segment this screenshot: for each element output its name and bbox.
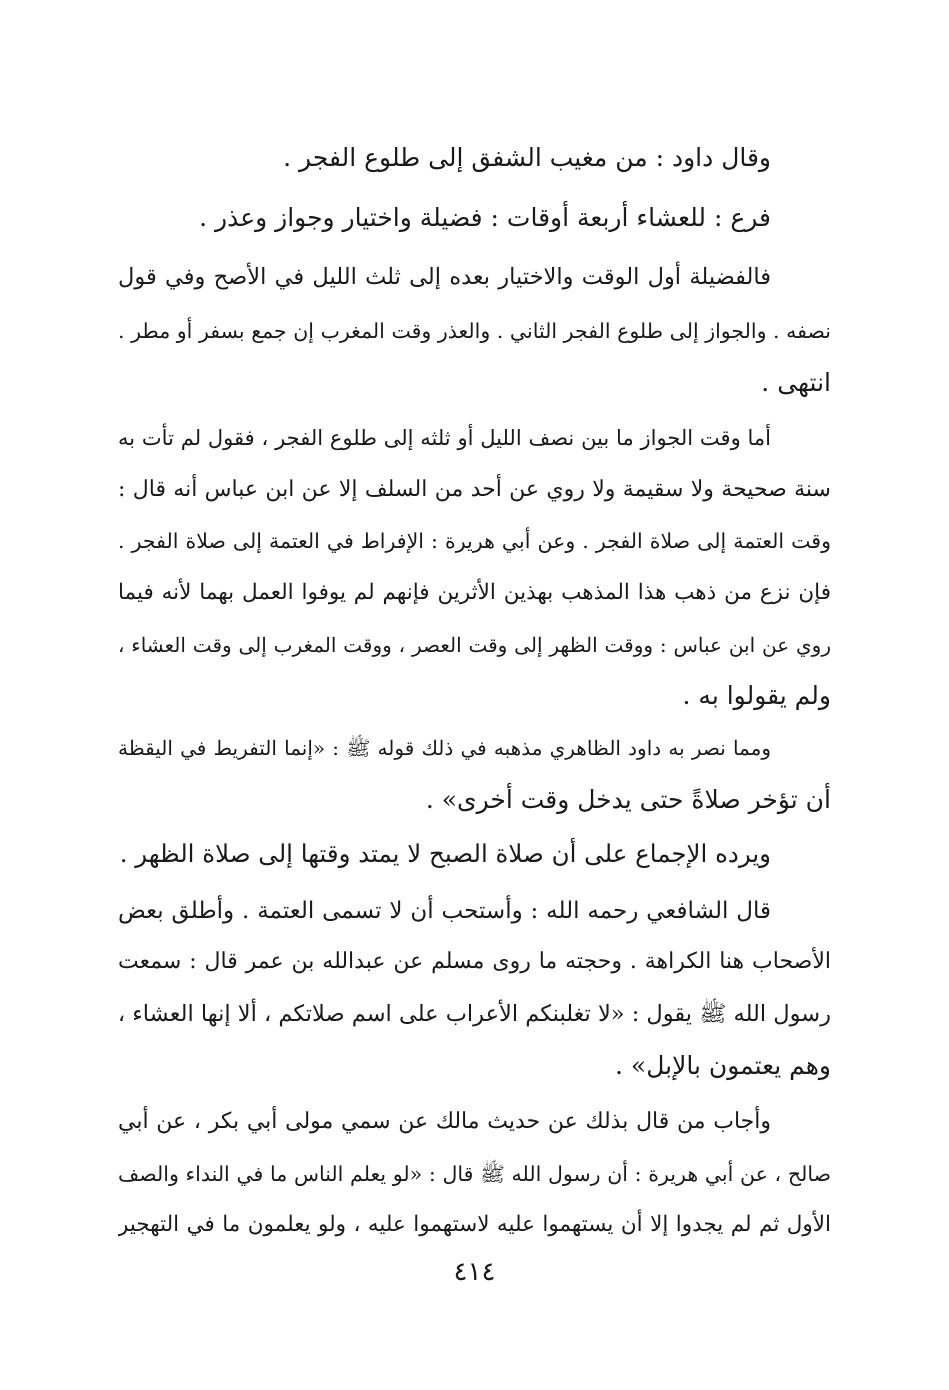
page-number: ٤١٤ (453, 1257, 496, 1287)
text-line: فرع : للعشاء أربعة أوقات : فضيلة واختيار وجواز وعذر . (199, 203, 771, 232)
text-line: فالفضيلة أول الوقت والاختيار بعده إلى ثلث الليل في الأصح وفي قول (118, 264, 771, 290)
text-line: انتهى . (761, 368, 831, 397)
text-line: ويرده الإجماع على أن صلاة الصبح لا يمتد وقتها إلى صلاة الظهر . (119, 839, 771, 868)
text-line: وأجاب من قال بذلك عن حديث مالك عن سمي مولى أبي بكر ، عن أبي (118, 1109, 771, 1134)
text-line: رسول الله ﷺ يقول : «لا تغلبنكم الأعراب على اسم صلاتكم ، ألا إنها العشاء ، (118, 1001, 831, 1027)
text-line: فإن نزع من ذهب هذا المذهب بهذين الأثرين فإنهم لم يوفوا العمل بهما لأنه فيما (118, 580, 831, 605)
text-line: أما وقت الجواز ما بين نصف الليل أو ثلثه إلى طلوع الفجر ، فقول لم تأت به (118, 426, 771, 450)
text-line: أن تؤخر صلاةً حتى يدخل وقت أخرى» . (425, 785, 831, 814)
text-line: ومما نصر به داود الظاهري مذهبه في ذلك قوله ﷺ : «إنما التفريط في اليقظة (118, 736, 771, 760)
text-line: قال الشافعي رحمه الله : وأستحب أن لا تسمى العتمة . وأطلق بعض (118, 898, 771, 924)
text-line: سنة صحيحة ولا سقيمة ولا روي عن أحد من السلف إلا عن ابن عباس أنه قال : (118, 477, 831, 502)
text-line: ولم يقولوا به . (682, 681, 831, 710)
text-line: الأصحاب هنا الكراهة . وحجته ما روى مسلم عن عبدالله بن عمر قال : سمعت (118, 949, 831, 974)
text-line: صالح ، عن أبي هريرة : أن رسول الله ﷺ قال : «لو يعلم الناس ما في النداء والصف (118, 1162, 831, 1186)
text-line: روي عن ابن عباس : ووقت الظهر إلى وقت العصر ، ووقت المغرب إلى وقت العشاء ، (118, 633, 831, 657)
text-line: نصفه . والجواز إلى طلوع الفجر الثاني . والعذر وقت المغرب إن جمع بسفر أو مطر . (118, 319, 831, 343)
text-line: وهم يعتمون بالإبل» . (615, 1051, 831, 1080)
text-line: وقال داود : من مغيب الشفق إلى طلوع الفجر . (283, 143, 771, 172)
text-line: الأول ثم لم يجدوا إلا أن يستهموا عليه لاستهموا عليه ، ولو يعلمون ما في التهجير (118, 1212, 831, 1237)
text-line: وقت العتمة إلى صلاة الفجر . وعن أبي هريرة : الإفراط في العتمة إلى صلاة الفجر . (118, 529, 831, 553)
